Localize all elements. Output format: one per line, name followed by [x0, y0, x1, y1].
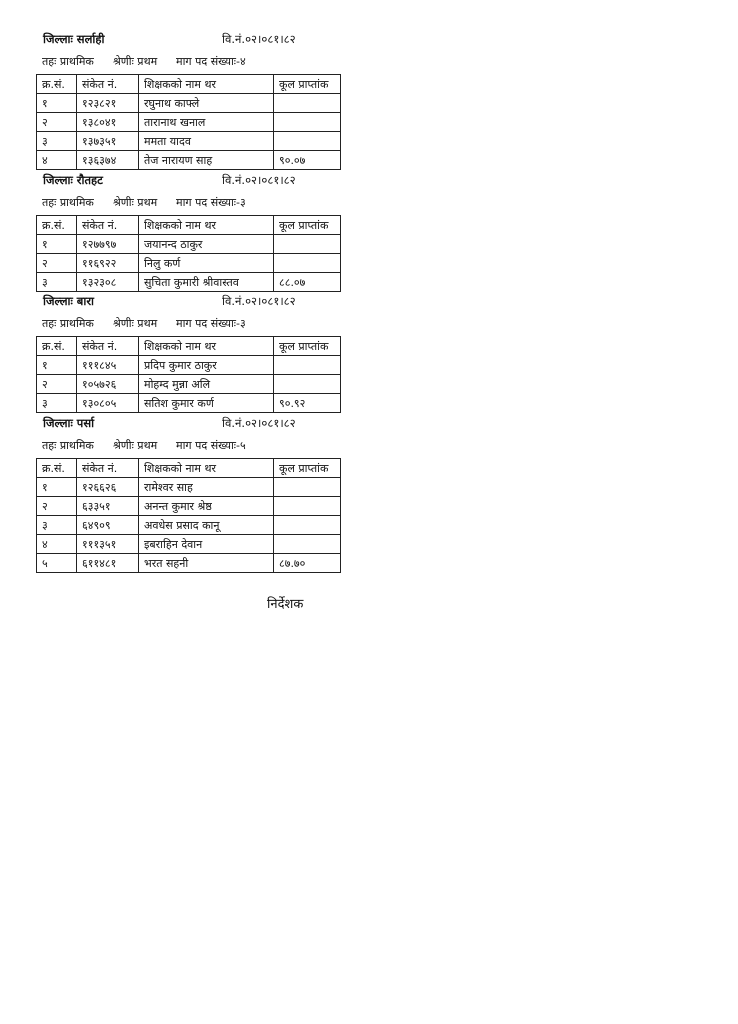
district-subheader [36, 316, 342, 334]
cell-code: १०५७२६ [77, 375, 139, 394]
cell-score [274, 356, 341, 375]
level-label: तहः प्राथमिक [42, 196, 94, 209]
cell-name: तारानाथ खनाल [139, 113, 274, 132]
cell-name: सतिश कुमार कर्ण [139, 394, 274, 413]
table-row [37, 113, 341, 132]
cell-sn: ४ [37, 151, 77, 170]
header-score: कूल प्राप्तांक [274, 459, 341, 478]
header-code: संकेत नं. [77, 459, 139, 478]
grade-label: श्रेणीः प्रथम [113, 317, 158, 330]
district-header [36, 173, 342, 191]
cell-score [274, 516, 341, 535]
candidate-table [36, 458, 341, 573]
table-row [37, 554, 341, 573]
header-name: शिक्षकको नाम थर [139, 216, 274, 235]
cell-score [274, 113, 341, 132]
header-code: संकेत नं. [77, 75, 139, 94]
district-subheader [36, 54, 342, 72]
district-ref-number: वि.नं.०२।०८१।८२ [222, 416, 296, 430]
cell-code: १३७३५१ [77, 132, 139, 151]
cell-score: ८७.७० [274, 554, 341, 573]
cell-code: ६३३५१ [77, 497, 139, 516]
cell-code: १३८०४१ [77, 113, 139, 132]
director-signature-label: निर्देशक [267, 597, 304, 612]
cell-code: ११६९२२ [77, 254, 139, 273]
district-name: जिल्लाः सर्लाही [43, 32, 105, 46]
cell-name: मोहम्द मुन्ना अलि [139, 375, 274, 394]
candidate-table [36, 336, 341, 413]
level-label: तहः प्राथमिक [42, 55, 94, 68]
district-header [36, 294, 342, 312]
table-header-row [37, 75, 341, 94]
header-code: संकेत नं. [77, 337, 139, 356]
cell-code: १२७७९७ [77, 235, 139, 254]
district-ref-number: वि.नं.०२।०८१।८२ [222, 173, 296, 187]
cell-score [274, 94, 341, 113]
district-section-2 [36, 294, 342, 413]
cell-code: १३६३७४ [77, 151, 139, 170]
cell-sn: १ [37, 94, 77, 113]
table-row [37, 151, 341, 170]
grade-label: श्रेणीः प्रथम [113, 196, 158, 209]
header-name: शिक्षकको नाम थर [139, 337, 274, 356]
cell-sn: ३ [37, 394, 77, 413]
cell-sn: ५ [37, 554, 77, 573]
table-row [37, 254, 341, 273]
level-label: तहः प्राथमिक [42, 439, 94, 452]
demand-label: माग पद संख्याः-५ [176, 439, 246, 452]
cell-code: १११३५१ [77, 535, 139, 554]
demand-label: माग पद संख्याः-३ [176, 317, 246, 330]
cell-name: रघुनाथ काफ्ले [139, 94, 274, 113]
header-code: संकेत नं. [77, 216, 139, 235]
cell-name: ममता यादव [139, 132, 274, 151]
cell-name: अवधेस प्रसाद कानू [139, 516, 274, 535]
cell-sn: २ [37, 113, 77, 132]
district-section-0 [36, 32, 342, 170]
cell-code: ६११४८१ [77, 554, 139, 573]
cell-sn: ४ [37, 535, 77, 554]
cell-score: ९०.०७ [274, 151, 341, 170]
cell-sn: १ [37, 356, 77, 375]
header-sn: क्र.सं. [37, 216, 77, 235]
header-sn: क्र.सं. [37, 75, 77, 94]
table-row [37, 356, 341, 375]
header-score: कूल प्राप्तांक [274, 75, 341, 94]
cell-name: अनन्त कुमार श्रेष्ठ [139, 497, 274, 516]
table-row [37, 273, 341, 292]
table-row [37, 94, 341, 113]
cell-code: ६४९०९ [77, 516, 139, 535]
table-row [37, 375, 341, 394]
district-section-3 [36, 416, 342, 573]
cell-name: प्रदिप कुमार ठाकुर [139, 356, 274, 375]
cell-score [274, 497, 341, 516]
table-row [37, 132, 341, 151]
cell-sn: ३ [37, 273, 77, 292]
cell-name: रामेश्वर साह [139, 478, 274, 497]
cell-sn: ३ [37, 516, 77, 535]
district-subheader [36, 438, 342, 456]
cell-score [274, 375, 341, 394]
cell-name: जयानन्द ठाकुर [139, 235, 274, 254]
district-name: जिल्लाः पर्सा [43, 416, 95, 430]
table-row [37, 235, 341, 254]
cell-sn: २ [37, 375, 77, 394]
cell-name: सुचिता कुमारी श्रीवास्तव [139, 273, 274, 292]
cell-score [274, 235, 341, 254]
cell-score: ८८.०७ [274, 273, 341, 292]
header-sn: क्र.सं. [37, 337, 77, 356]
cell-name: भरत सहनी [139, 554, 274, 573]
table-row [37, 535, 341, 554]
grade-label: श्रेणीः प्रथम [113, 55, 158, 68]
grade-label: श्रेणीः प्रथम [113, 439, 158, 452]
cell-sn: २ [37, 254, 77, 273]
table-header-row [37, 216, 341, 235]
district-name: जिल्लाः बारा [43, 294, 95, 308]
header-score: कूल प्राप्तांक [274, 216, 341, 235]
candidate-table [36, 74, 341, 170]
candidate-table [36, 215, 341, 292]
header-sn: क्र.सं. [37, 459, 77, 478]
cell-name: इबराहिन देवान [139, 535, 274, 554]
table-header-row [37, 337, 341, 356]
district-subheader [36, 195, 342, 213]
cell-sn: २ [37, 497, 77, 516]
cell-code: १३०८०५ [77, 394, 139, 413]
level-label: तहः प्राथमिक [42, 317, 94, 330]
table-row [37, 394, 341, 413]
cell-code: १११८४५ [77, 356, 139, 375]
district-ref-number: वि.नं.०२।०८१।८२ [222, 32, 296, 46]
header-score: कूल प्राप्तांक [274, 337, 341, 356]
table-row [37, 478, 341, 497]
district-header [36, 32, 342, 50]
cell-score [274, 478, 341, 497]
cell-name: निलु कर्ण [139, 254, 274, 273]
cell-code: १२३८२१ [77, 94, 139, 113]
table-row [37, 516, 341, 535]
cell-sn: १ [37, 235, 77, 254]
header-name: शिक्षकको नाम थर [139, 459, 274, 478]
cell-name: तेज नारायण साह [139, 151, 274, 170]
cell-score [274, 132, 341, 151]
cell-sn: ३ [37, 132, 77, 151]
demand-label: माग पद संख्याः-४ [176, 55, 246, 68]
cell-code: १३२३०८ [77, 273, 139, 292]
district-header [36, 416, 342, 434]
cell-score [274, 535, 341, 554]
district-name: जिल्लाः रौतहट [43, 173, 103, 187]
table-row [37, 497, 341, 516]
cell-score: ९०.९२ [274, 394, 341, 413]
demand-label: माग पद संख्याः-३ [176, 196, 246, 209]
district-section-1 [36, 173, 342, 292]
district-ref-number: वि.नं.०२।०८१।८२ [222, 294, 296, 308]
header-name: शिक्षकको नाम थर [139, 75, 274, 94]
cell-score [274, 254, 341, 273]
cell-sn: १ [37, 478, 77, 497]
cell-code: १२६६२६ [77, 478, 139, 497]
table-header-row [37, 459, 341, 478]
